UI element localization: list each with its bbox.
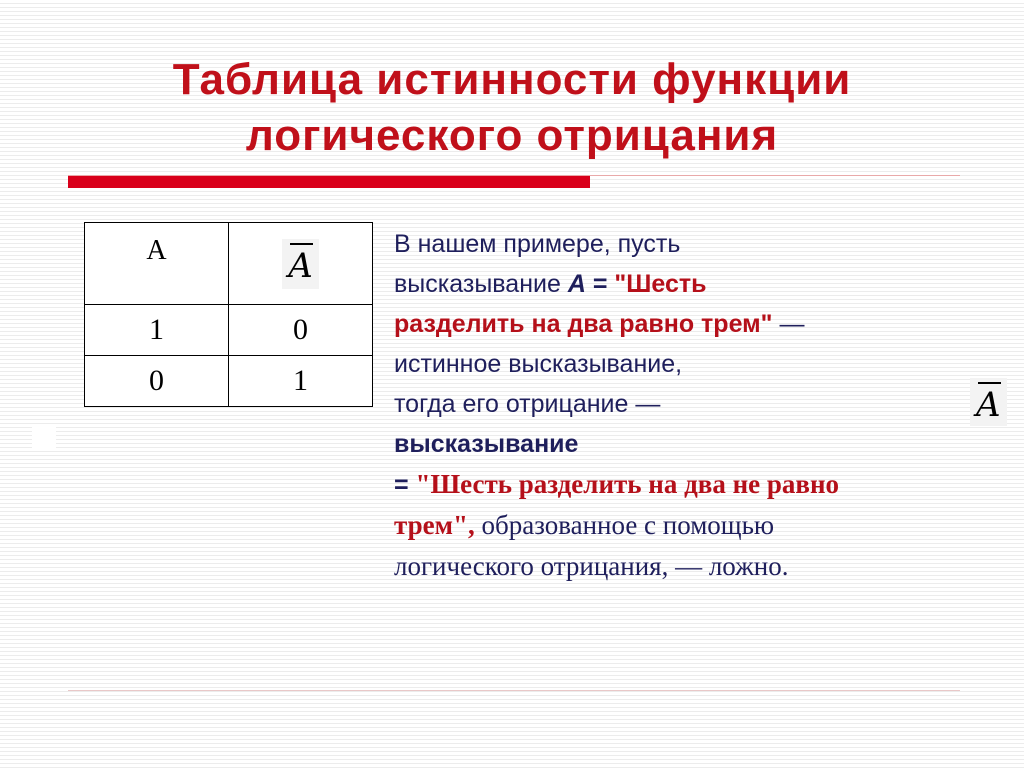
paragraph-line xyxy=(394,505,994,546)
paragraph-line xyxy=(394,464,994,505)
footer-rule xyxy=(68,690,960,691)
decorative-square xyxy=(32,424,56,448)
paragraph-text: — xyxy=(772,310,805,338)
paragraph-line xyxy=(394,546,994,587)
table-row xyxy=(85,305,373,356)
header-not-a xyxy=(229,223,373,305)
cell-a: 0 xyxy=(85,356,229,407)
paragraph-line xyxy=(394,424,994,464)
paragraph-text: истинное высказывание, xyxy=(394,350,683,378)
variable-a: А xyxy=(567,270,586,298)
paragraph-line xyxy=(394,344,994,384)
not-a-symbol: A xyxy=(976,380,1001,422)
truth-table-header-row xyxy=(85,223,373,305)
equals-sign: = xyxy=(585,270,615,298)
statement-quote: "Шесть xyxy=(614,270,707,298)
table-row xyxy=(85,356,373,407)
not-a-symbol-image xyxy=(282,239,319,289)
paragraph-line xyxy=(394,264,994,304)
truth-table xyxy=(84,222,373,407)
paragraph-text: тогда его отрицание — xyxy=(394,390,661,418)
not-a-symbol: A xyxy=(288,241,313,283)
paragraph-text: В нашем примере, пусть xyxy=(394,230,681,258)
paragraph-line xyxy=(394,224,994,264)
paragraph-line xyxy=(394,384,994,424)
paragraph-line xyxy=(394,304,994,344)
statement-quote: разделить на два равно трем" xyxy=(394,310,773,338)
cell-not-a: 1 xyxy=(229,356,373,407)
cell-not-a: 0 xyxy=(229,305,373,356)
title-underline-accent xyxy=(68,176,590,188)
negation-quote: трем", xyxy=(394,510,475,540)
slide-title xyxy=(40,52,984,164)
not-a-side-image xyxy=(970,378,1007,426)
cell-a: 1 xyxy=(85,305,229,356)
paragraph-text: высказывание xyxy=(394,270,568,298)
paragraph-text-serif: образованное с помощью xyxy=(474,510,775,540)
equals-sign: = xyxy=(394,471,416,499)
header-a: A xyxy=(85,223,229,305)
negation-quote: "Шесть разделить на два не равно xyxy=(415,469,840,499)
title-line-1: Таблица истинности функции xyxy=(172,55,852,104)
paragraph-text-bold: высказывание xyxy=(394,430,579,458)
title-line-2: логического отрицания xyxy=(245,111,779,160)
explanation-paragraph xyxy=(394,224,994,587)
paragraph-text-serif: логического отрицания, — ложно. xyxy=(394,551,789,581)
